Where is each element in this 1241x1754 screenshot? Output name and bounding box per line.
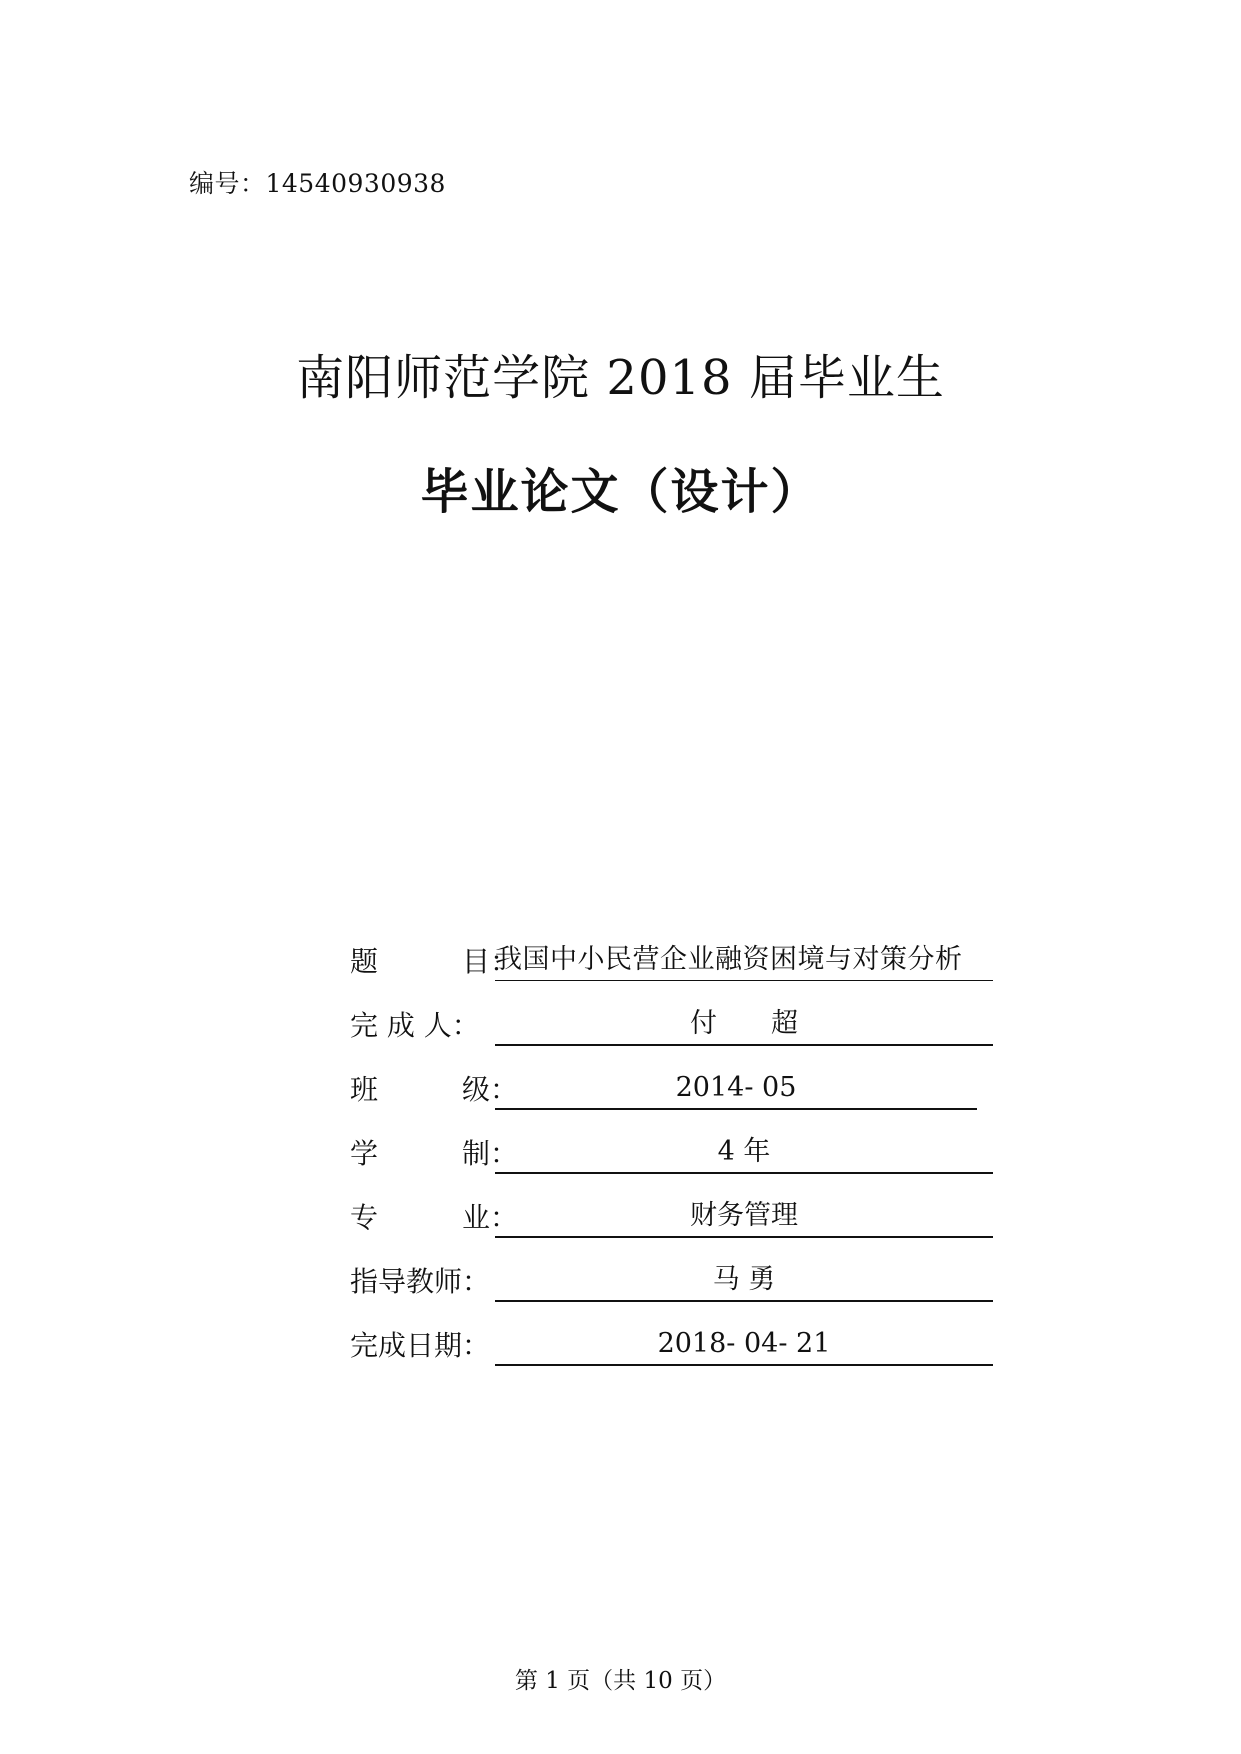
- date-label: 完成日期：: [350, 1329, 491, 1362]
- page-subtitle: 毕业论文（设计）: [420, 464, 821, 520]
- info-row-author: [350, 1002, 1000, 1052]
- page-footer: 第 1 页（共 10 页）: [514, 1668, 727, 1694]
- info-row-class: [350, 1066, 1000, 1116]
- page-title: 南阳师范学院 2018 届毕业生: [296, 350, 945, 406]
- topic-value: 我国中小民营企业融资困境与对策分析: [495, 940, 993, 981]
- info-row-topic: [350, 938, 1000, 988]
- author-value: 付 超: [495, 1004, 993, 1046]
- topic-label: 题 目：: [350, 945, 519, 978]
- major-label: 专 业：: [350, 1201, 519, 1234]
- advisor-value: 马 勇: [495, 1260, 993, 1302]
- info-row-advisor: [350, 1258, 1000, 1308]
- serial-number: 编号：14540930938: [189, 169, 446, 198]
- info-row-date: [350, 1322, 1000, 1372]
- info-row-duration: [350, 1130, 1000, 1180]
- class-label: 班 级：: [350, 1073, 519, 1106]
- advisor-label: 指导教师：: [350, 1265, 491, 1298]
- major-value: 财务管理: [495, 1196, 993, 1238]
- duration-value: 4 年: [495, 1132, 993, 1174]
- duration-label: 学 制：: [350, 1137, 519, 1170]
- author-label: 完 成 人：: [350, 1009, 480, 1042]
- date-value: 2018- 04- 21: [495, 1324, 993, 1366]
- class-value: 2014- 05: [495, 1068, 977, 1110]
- info-row-major: [350, 1194, 1000, 1244]
